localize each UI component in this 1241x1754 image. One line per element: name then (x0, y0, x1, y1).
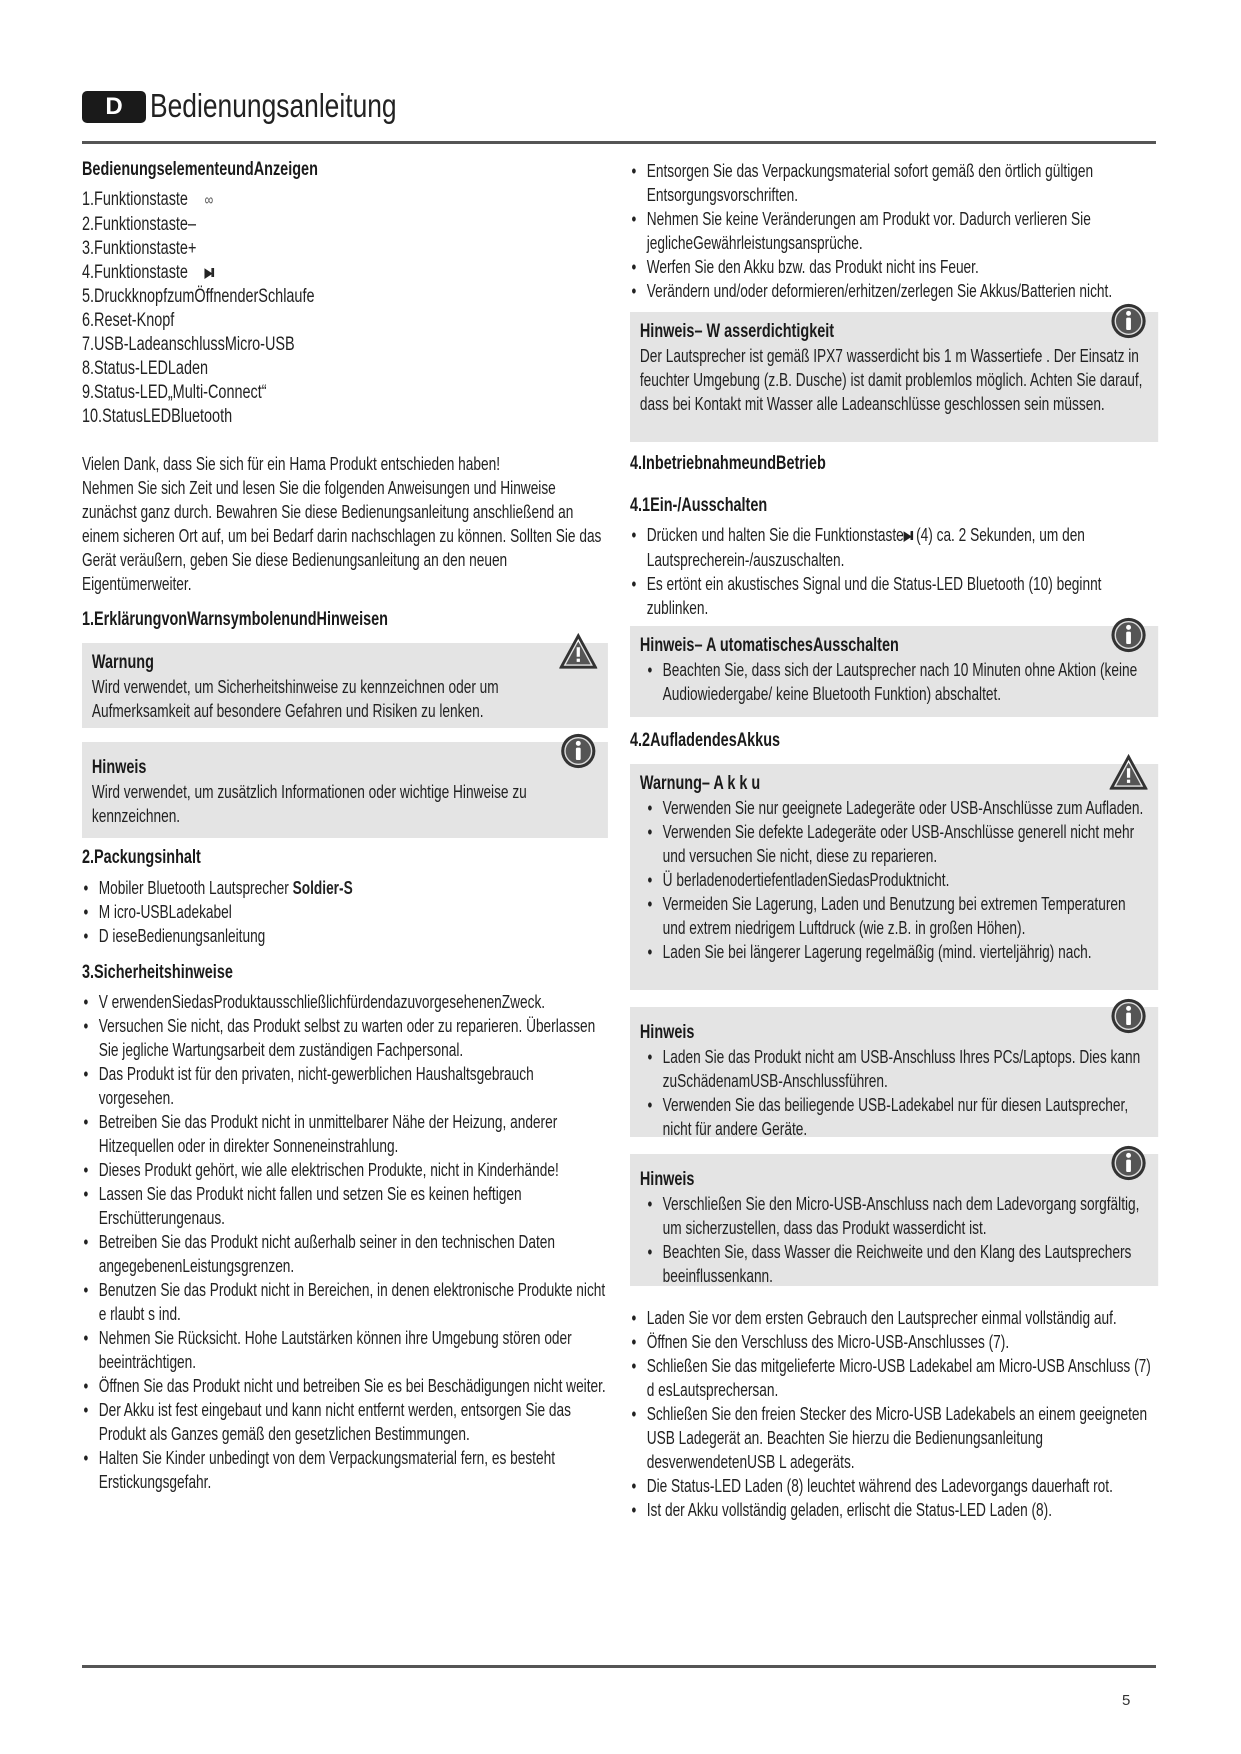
list-item: • Verwenden Sie das beiliegende USB-Ladekabel nur für diesen Lautsprecher, nicht für andere Geräte. (646, 1093, 1148, 1141)
warning-text: Wird verwendet, um Sicherheitshinweise zu kennzeichnen oder um Aufmerksamkeit auf besondere Gefahren und Risiken zu lenken. (91, 677, 499, 721)
list-item: • Öffnen Sie den Verschluss des Micro-USB-Anschlusses (7). (630, 1330, 1158, 1354)
battery-warning-title: Warnung– A k k u (639, 773, 761, 794)
control-label: 10.StatusLEDBluetooth (82, 406, 233, 427)
list-item: • Beachten Sie, dass sich der Lautsprecher nach 10 Minuten ohne Aktion (keine Audiowiedergabe/ keine Bluetooth Funktion) abschaltet. (646, 658, 1148, 706)
control-label: 4.Funktionstaste (82, 262, 188, 283)
note-text: Wird verwendet, um zusätzlich Informationen oder wichtige Hinweise zu kennzeichnen. (91, 782, 527, 826)
note-box (82, 742, 608, 838)
section41-heading: 4.1Ein-/Ausschalten (630, 495, 768, 516)
safety-list (82, 990, 608, 1494)
battery-warning-list (646, 796, 1148, 964)
note-title: Hinweis (91, 757, 147, 778)
control-item (82, 357, 608, 381)
item-text: D ieseBedienungsanleitung (98, 926, 266, 946)
list-item: • Verwenden Sie defekte Ladegeräte oder USB-Anschlüsse generell nicht mehr und versuchen Sie nicht, diese zu reparieren. (646, 820, 1148, 868)
section3-heading: 3.Sicherheitshinweise (82, 962, 233, 983)
control-item (82, 309, 608, 333)
page-title: Bedienungsanleitung (150, 87, 397, 124)
intro-paragraph (82, 452, 608, 596)
footer-divider (82, 1665, 1156, 1668)
list-item: • Schließen Sie den freien Stecker des Micro-USB Ladekabels an einem geeigneten USB Ladegerät an. Beachten Sie hierzu die Bedienungsanleitung desverwendetenUSB L adegeräts. (630, 1402, 1158, 1474)
section1-heading: 1.ErklärungvonWarnsymbolenundHinweisen (82, 609, 388, 630)
info-icon (1110, 616, 1148, 654)
control-label: 5.DruckknopfzumÖffnenderSchlaufe (82, 286, 315, 307)
warning-triangle-icon (1110, 754, 1148, 792)
list-item: • Beachten Sie, dass Wasser die Reichweite und den Klang des Lautsprechers beeinflussenkann. (646, 1240, 1148, 1288)
seal-note-box (630, 1154, 1158, 1286)
waterproof-note-box (630, 312, 1158, 442)
list-item: • Der Akku ist fest eingebaut und kann nicht entfernt werden, entsorgen Sie das Produkt als Ganzes gemäß den gesetzlichen Bestimmungen. (82, 1398, 608, 1446)
control-label: 7.USB-LadeanschlussMicro-USB (82, 334, 295, 355)
usb-note-list (646, 1045, 1148, 1141)
list-item (630, 523, 1158, 572)
item-text: Mobiler Bluetooth Lautsprecher (98, 878, 293, 898)
control-item (82, 188, 608, 213)
list-item: • Es ertönt ein akustisches Signal und die Status-LED Bluetooth (10) beginnt zublinken. (630, 572, 1158, 620)
list-item: • V erwendenSiedasProduktausschließlichfürdendazuvorgesehenenZweck. (82, 990, 608, 1014)
warning-triangle-icon (559, 633, 597, 671)
list-item: • Verändern und/oder deformieren/erhitzen/zerlegen Sie Akkus/Batterien nicht. (630, 279, 1158, 303)
list-item: • Schließen Sie das mitgelieferte Micro-USB Ladekabel am Micro-USB Anschluss (7) d esLautsprechersan. (630, 1354, 1158, 1402)
power-list (630, 523, 1158, 620)
list-item: • Verwenden Sie nur geeignete Ladegeräte oder USB-Anschlüsse zum Aufladen. (646, 796, 1148, 820)
section2-heading: 2.Packungsinhalt (82, 847, 201, 868)
auto-off-title: Hinweis– A utomatischesAusschalten (639, 635, 899, 656)
control-item (82, 333, 608, 357)
controls-list (82, 188, 608, 429)
page-number: 5 (1122, 1692, 1131, 1709)
control-item (82, 405, 608, 429)
list-item: • Das Produkt ist für den privaten, nicht-gewerblichen Haushaltsgebrauch vorgesehen. (82, 1062, 608, 1110)
warning-box (82, 643, 608, 728)
charging-steps-list (630, 1306, 1158, 1522)
info-icon (1110, 1144, 1148, 1182)
warning-title: Warnung (91, 652, 154, 673)
item-text: M icro-USBLadekabel (98, 902, 232, 922)
auto-off-list (646, 658, 1148, 706)
control-label: 9.Status-LED„Multi-Connect“ (82, 382, 267, 403)
section42-heading: 4.2AufladendesAkkus (630, 730, 781, 751)
list-item: • Öffnen Sie das Produkt nicht und betreiben Sie es bei Beschädigungen nicht weiter. (82, 1374, 608, 1398)
power-item-text-cont: (4) ca. 2 Sekunden, um den Lautsprecherein-/auszuschalten. (646, 525, 1085, 570)
list-item (82, 876, 608, 900)
play-pause-icon: ▶II (903, 528, 913, 543)
info-icon (1110, 997, 1148, 1035)
list-item: • Laden Sie das Produkt nicht am USB-Anschluss Ihres PCs/Laptops. Dies kann zuSchädenamUSB-Anschlussführen. (646, 1045, 1148, 1093)
waterproof-title: Hinweis– W asserdichtigkeit (639, 321, 835, 342)
usb-note-box (630, 1007, 1158, 1137)
list-item: • Betreiben Sie das Produkt nicht in unmittelbarer Nähe der Heizung, anderer Hitzequellen oder in direkter Sonneneinstrahlung. (82, 1110, 608, 1158)
play-pause-icon: ▶II (204, 265, 214, 280)
list-item: • Ist der Akku vollständig geladen, erlischt die Status-LED Laden (8). (630, 1498, 1158, 1522)
package-contents-list (82, 876, 608, 948)
list-item: • Nehmen Sie keine Veränderungen am Produkt vor. Dadurch verlieren Sie jeglicheGewährleistungsansprüche. (630, 207, 1158, 255)
controls-heading: BedienungselementeundAnzeigen (82, 159, 318, 180)
control-item (82, 261, 608, 285)
list-item: • Lassen Sie das Produkt nicht fallen und setzen Sie es keinen heftigen Erschütterungenaus. (82, 1182, 608, 1230)
list-item: • Laden Sie vor dem ersten Gebrauch den Lautsprecher einmal vollständig auf. (630, 1306, 1158, 1330)
intro-text: Nehmen Sie sich Zeit und lesen Sie die folgenden Anweisungen und Hinweise zunächst ganz durch. Bewahren Sie diese Bedienungsanleitung anschließend an einem sicheren Ort auf, um bei Bedarf darin nachschlagen zu können. Sollten Sie das Gerät veräußern, geben Sie diese Bedienungsanleitung an den neuen Eigentümerweiter. (82, 478, 602, 594)
control-item (82, 381, 608, 405)
list-item: • Versuchen Sie nicht, das Produkt selbst zu warten oder zu reparieren. Überlassen Sie jegliche Wartungsarbeit dem zuständigen Fachpersonal. (82, 1014, 608, 1062)
list-item: • Halten Sie Kinder unbedingt von dem Verpackungsmaterial fern, es besteht Erstickungsgefahr. (82, 1446, 608, 1494)
list-item: • Die Status-LED Laden (8) leuchtet während des Ladevorgangs dauerhaft rot. (630, 1474, 1158, 1498)
seal-note-title: Hinweis (639, 1169, 695, 1190)
link-icon: ∞ (204, 192, 214, 209)
control-label: 2.Funktionstaste– (82, 214, 196, 235)
list-item: • Laden Sie bei längerer Lagerung regelmäßig (mind. vierteljährig) nach. (646, 940, 1148, 964)
control-label: 6.Reset-Knopf (82, 310, 175, 331)
info-icon (1110, 302, 1148, 340)
list-item (82, 900, 608, 924)
language-badge: D (82, 91, 146, 123)
section4-heading: 4.InbetriebnahmeundBetrieb (630, 453, 826, 474)
waterproof-text: Der Lautsprecher ist gemäß IPX7 wasserdicht bis 1 m Wassertiefe . Der Einsatz in feuchter Umgebung (z.B. Dusche) ist damit problemlos möglich. Achten Sie darauf, dass bei Kontakt mit Wasser alle Ladeanschlüsse geschlossen sein müssen. (639, 346, 1143, 414)
safety-list-continued (630, 159, 1158, 303)
control-item (82, 213, 608, 237)
control-item (82, 285, 608, 309)
control-item (82, 237, 608, 261)
list-item: • Benutzen Sie das Produkt nicht in Bereichen, in denen elektronische Produkte nicht e rlaubt s ind. (82, 1278, 608, 1326)
list-item: • Dieses Produkt gehört, wie alle elektrischen Produkte, nicht in Kinderhände! (82, 1158, 608, 1182)
intro-thanks: Vielen Dank, dass Sie sich für ein Hama Produkt entschieden haben! (82, 454, 500, 474)
usb-note-title: Hinweis (639, 1022, 695, 1043)
power-item-text: Drücken und halten Sie die Funktionstaste (646, 525, 904, 545)
seal-note-list (646, 1192, 1148, 1288)
list-item: • Ü berladenodertiefentladenSiedasProduktnicht. (646, 868, 1148, 892)
product-name: Soldier-S (292, 878, 353, 898)
list-item: • Entsorgen Sie das Verpackungsmaterial sofort gemäß den örtlich gültigen Entsorgungsvorschriften. (630, 159, 1158, 207)
auto-off-note-box (630, 626, 1158, 717)
battery-warning-box (630, 764, 1158, 990)
control-label: 8.Status-LEDLaden (82, 358, 209, 379)
header-divider (82, 141, 1156, 144)
control-label: 1.Funktionstaste (82, 189, 188, 210)
list-item: • Betreiben Sie das Produkt nicht außerhalb seiner in den technischen Daten angegebenenLeistungsgrenzen. (82, 1230, 608, 1278)
list-item: • Werfen Sie den Akku bzw. das Produkt nicht ins Feuer. (630, 255, 1158, 279)
control-label: 3.Funktionstaste+ (82, 238, 197, 259)
info-icon (559, 732, 597, 770)
list-item: • Vermeiden Sie Lagerung, Laden und Benutzung bei extremen Temperaturen und extrem niedrigem Luftdruck (wie z.B. in großen Höhen). (646, 892, 1148, 940)
list-item: • Nehmen Sie Rücksicht. Hohe Lautstärken können ihre Umgebung stören oder beeinträchtigen. (82, 1326, 608, 1374)
list-item: • Verschließen Sie den Micro-USB-Anschluss nach dem Ladevorgang sorgfältig, um sicherzustellen, dass das Produkt wasserdicht ist. (646, 1192, 1148, 1240)
list-item (82, 924, 608, 948)
